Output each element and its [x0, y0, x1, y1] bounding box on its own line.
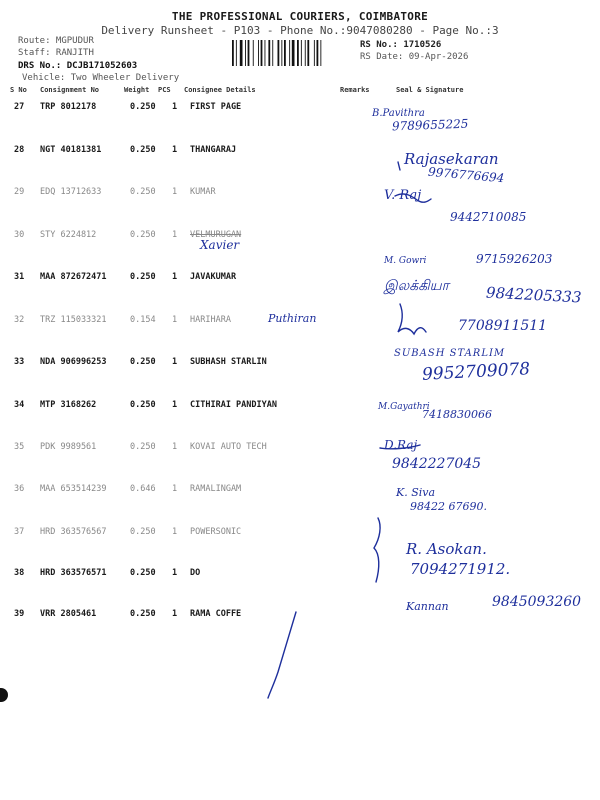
drs-number: DRS No.: DCJB171052603 [18, 61, 138, 71]
row-consignment: NGT 40181381 [40, 145, 102, 155]
row-consignee: RAMALINGAM [190, 484, 242, 494]
row-pcs: 1 [172, 187, 178, 197]
handwritten-phone-r37: 7094271912. [410, 560, 511, 578]
row-sno: 39 [14, 609, 25, 619]
row-weight: 0.154 [130, 315, 156, 325]
row-consignee: THANGARAJ [190, 145, 237, 155]
row-sno: 38 [14, 568, 25, 578]
col-pcs: PCS [158, 86, 171, 94]
row-consignee: VELMURUGAN [190, 230, 242, 240]
handwritten-signature-r30: M. Gowri [384, 256, 427, 266]
col-weight: Weight [124, 86, 150, 94]
row-sno: 37 [14, 527, 25, 537]
row-pcs: 1 [172, 272, 178, 282]
handwritten-signature-r36: K. Siva [396, 486, 436, 499]
handwritten-signature-r33: SUBASH STARLIM [394, 348, 506, 359]
signature-scribble-r32 [398, 304, 426, 334]
row-pcs: 1 [172, 102, 178, 112]
row-weight: 0.250 [130, 230, 156, 240]
handwritten-phone-r27: 9789655225 [391, 116, 469, 134]
handwritten-signature-r31: இலக்கியா [384, 278, 449, 294]
row-sno: 36 [14, 484, 25, 494]
row-weight: 0.250 [130, 102, 156, 112]
handwritten-signature-r34: M.Gayathri [378, 402, 430, 412]
row-weight: 0.250 [130, 272, 156, 282]
row-weight: 0.250 [130, 187, 156, 197]
runsheet-subtitle: Delivery Runsheet - P103 - Phone No.:9047080280 - Page No.:3 [101, 24, 499, 37]
handwritten-phone-r31: 9842205333 [485, 283, 582, 307]
row-sno: 35 [14, 442, 25, 452]
col-consignment: Consignment No [40, 86, 100, 94]
row-consignment: MAA 653514239 [40, 484, 107, 494]
handwritten-phone-r32: 7708911511 [458, 318, 548, 334]
row-weight: 0.646 [130, 484, 156, 494]
row-weight: 0.250 [130, 357, 156, 367]
row-sno: 29 [14, 187, 25, 197]
handwritten-signature-r39: Kannan [406, 600, 449, 613]
handwritten-name-r32: Puthiran [268, 312, 317, 325]
row-consignment: PDK 9989561 [40, 442, 97, 452]
row-consignment: TRP 8012178 [40, 102, 97, 112]
row-sno: 34 [14, 400, 25, 410]
row-pcs: 1 [172, 145, 178, 155]
row-weight: 0.250 [130, 609, 156, 619]
row-consignee: SUBHASH STARLIN [190, 357, 267, 367]
handwritten-signature-r29: V. Raj [384, 188, 422, 203]
handwritten-signature-r28: Rajasekaran [404, 150, 499, 168]
row-consignment: HRD 363576571 [40, 568, 107, 578]
row-consignee: POWERSONIC [190, 527, 242, 537]
row-weight: 0.250 [130, 568, 156, 578]
row-consignee: HARIHARA [190, 315, 231, 325]
row-consignment: VRR 2805461 [40, 609, 97, 619]
vehicle-label: Vehicle: Two Wheeler Delivery [22, 73, 180, 83]
row-consignee: JAVAKUMAR [190, 272, 237, 282]
handwritten-phone-r35: 9842227045 [392, 456, 482, 472]
handwritten-phone-r28: 9976776694 [427, 164, 505, 186]
row-consignment: MAA 872672471 [40, 272, 107, 282]
row-pcs: 1 [172, 400, 178, 410]
row-pcs: 1 [172, 315, 178, 325]
handwritten-signature-r37: R. Asokan. [406, 540, 487, 558]
row-sno: 27 [14, 102, 25, 112]
row-consignment: HRD 363576567 [40, 527, 107, 537]
col-remarks: Remarks [340, 86, 370, 94]
staff-label: Staff: RANJITH [18, 48, 94, 58]
handwritten-name-r30: Xavier [200, 238, 240, 252]
col-sno: S No [10, 86, 27, 94]
row-pcs: 1 [172, 568, 178, 578]
pen-stroke-line [268, 612, 296, 698]
signature-scribble-r28 [398, 162, 400, 170]
document-title: THE PROFESSIONAL COURIERS, COIMBATORE [171, 10, 429, 23]
rs-number: RS No.: 1710526 [360, 40, 442, 50]
handwritten-signature-r27: B.Pavithra [372, 108, 425, 119]
row-consignment: NDA 906996253 [40, 357, 107, 367]
handwritten-phone-r39: 9845093260 [492, 594, 582, 610]
row-consignment: STY 6224812 [40, 230, 97, 240]
row-consignee: CITHIRAI PANDIYAN [190, 400, 277, 410]
col-consignee: Consignee Details [184, 86, 256, 94]
row-consignee: FIRST PAGE [190, 102, 242, 112]
row-sno: 32 [14, 315, 25, 325]
handwritten-phone-r30: 9715926203 [476, 252, 553, 266]
rs-date: RS Date: 09-Apr-2026 [360, 52, 469, 62]
handwritten-phone-r33: 9952709078 [421, 359, 531, 385]
row-sno: 33 [14, 357, 25, 367]
row-consignee: KOVAI AUTO TECH [190, 442, 267, 452]
route-label: Route: MGPUDUR [18, 36, 94, 46]
row-pcs: 1 [172, 527, 178, 537]
row-pcs: 1 [172, 357, 178, 367]
row-weight: 0.250 [130, 527, 156, 537]
row-weight: 0.250 [130, 400, 156, 410]
row-pcs: 1 [172, 484, 178, 494]
row-weight: 0.250 [130, 442, 156, 452]
row-pcs: 1 [172, 230, 178, 240]
row-pcs: 1 [172, 442, 178, 452]
row-consignee: DO [190, 568, 201, 578]
row-sno: 30 [14, 230, 25, 240]
row-sno: 31 [14, 272, 25, 282]
row-consignee: RAMA COFFE [190, 609, 242, 619]
handwritten-phone-r36: 98422 67690. [410, 500, 487, 513]
row-consignment: MTP 3168262 [40, 400, 97, 410]
row-consignment: EDQ 13712633 [40, 187, 102, 197]
handwritten-signature-r35: D.Raj [384, 438, 418, 452]
bracket-r36-r38 [374, 518, 380, 582]
row-consignee: KUMAR [190, 187, 216, 197]
col-seal-signature: Seal & Signature [396, 86, 464, 94]
row-sno: 28 [14, 145, 25, 155]
row-consignment: TRZ 115033321 [40, 315, 107, 325]
handwritten-phone-r29: 9442710085 [450, 210, 527, 224]
row-pcs: 1 [172, 609, 178, 619]
row-weight: 0.250 [130, 145, 156, 155]
handwritten-phone-r34: 7418830066 [422, 408, 492, 421]
